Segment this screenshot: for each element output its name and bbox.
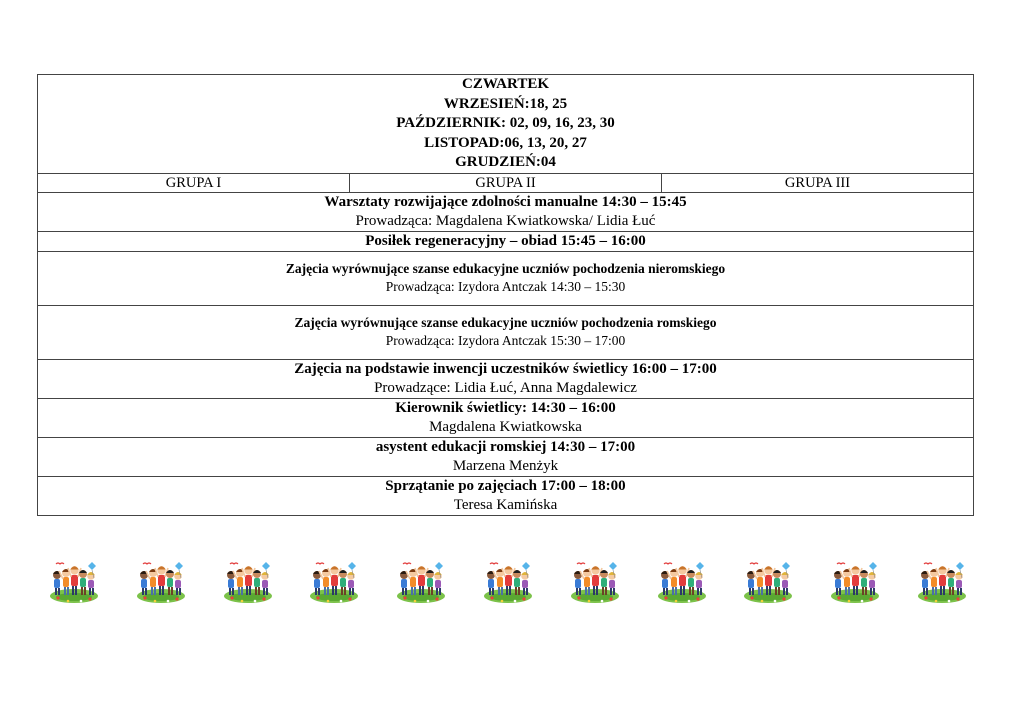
children-playing-icon (656, 558, 708, 604)
activity-title: Sprzątanie po zajęciach 17:00 – 18:00 (385, 477, 626, 494)
activity-leader: Prowadzące: Lidia Łuć, Anna Magdalewicz (374, 379, 637, 396)
group-header: GRUPA I (38, 173, 350, 192)
children-playing-icon (308, 558, 360, 604)
table-row (38, 476, 974, 515)
activity-leader: Prowadząca: Izydora Antczak 14:30 – 15:30 (385, 279, 626, 295)
activity-title: Posiłek regeneracyjny – obiad 15:45 – 16:00 (365, 232, 646, 249)
table-row (38, 437, 974, 476)
children-playing-icon (48, 558, 100, 604)
activity-title: Zajęcia wyrównujące szanse edukacyjne uczniów pochodzenia nieromskiego (285, 261, 726, 277)
table-row (38, 192, 974, 231)
month-line: WRZESIEŃ:18, 25 (443, 95, 568, 112)
month-line: GRUDZIEŃ:04 (455, 154, 556, 171)
table-row (38, 231, 974, 251)
children-playing-icon (569, 558, 621, 604)
day-title: CZWARTEK (462, 76, 549, 92)
activity-title: asystent edukacji romskiej 14:30 – 17:00 (375, 438, 636, 455)
schedule-table (37, 74, 974, 516)
table-row (38, 359, 974, 398)
children-playing-icon (482, 558, 534, 604)
children-playing-icon (135, 558, 187, 604)
children-playing-icon (222, 558, 274, 604)
activity-title: Kierownik świetlicy: 14:30 – 16:00 (395, 399, 616, 416)
activity-title: Zajęcia na podstawie inwencji uczestników świetlicy 16:00 – 17:00 (294, 360, 717, 377)
group-header: GRUPA II (350, 173, 662, 192)
table-row (38, 251, 974, 305)
activity-title: Zajęcia wyrównujące szanse edukacyjne uczniów pochodzenia romskiego (294, 315, 717, 331)
month-line: LISTOPAD:06, 13, 20, 27 (424, 134, 587, 151)
table-row (38, 305, 974, 359)
activity-leader: Magdalena Kwiatkowska (429, 418, 582, 435)
activity-leader: Prowadząca: Magdalena Kwiatkowska/ Lidia Łuć (355, 212, 656, 229)
groups-row (38, 173, 974, 192)
children-playing-icon (742, 558, 794, 604)
header-row (38, 75, 974, 174)
header-cell (38, 75, 974, 174)
activity-leader: Prowadząca: Izydora Antczak 15:30 – 17:00 (385, 333, 626, 349)
group-header: GRUPA III (662, 173, 974, 192)
children-playing-icon (829, 558, 881, 604)
activity-leader: Teresa Kamińska (453, 496, 558, 513)
month-line: PAŹDZIERNIK: 02, 09, 16, 23, 30 (396, 115, 615, 132)
table-row (38, 398, 974, 437)
activity-leader: Marzena Menżyk (452, 457, 559, 474)
children-playing-icon (916, 558, 968, 604)
activity-title: Warsztaty rozwijające zdolności manualne 14:30 – 15:45 (324, 193, 687, 210)
decoration-strip (48, 558, 968, 604)
children-playing-icon (395, 558, 447, 604)
